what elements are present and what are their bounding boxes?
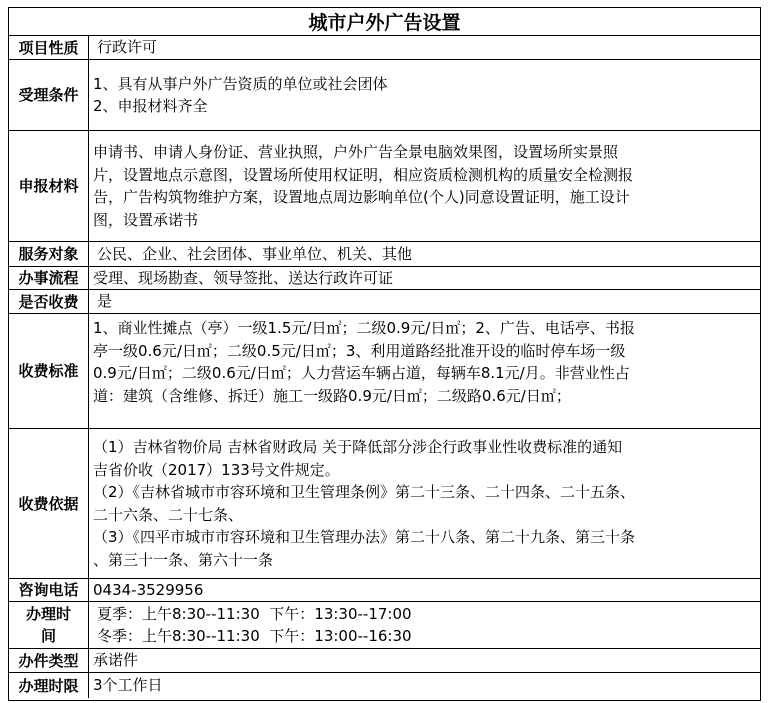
row-label: 办理时限 [9, 673, 89, 698]
row-value: 行政许可 [97, 38, 158, 57]
row-value: 1、具有从事户外广告资质的单位或社会团体 2、申报材料齐全 [93, 74, 388, 115]
row-value: 夏季：上午8:30--11:30 下午：13:30--17:00 冬季：上午8:30--11:30 下午：13:00--16:30 [97, 604, 412, 645]
table-title: 城市户外广告设置 [9, 8, 760, 36]
row-label: 项目性质 [9, 36, 89, 59]
row-acceptance-conditions [9, 60, 760, 131]
row-value: 是 [97, 292, 113, 311]
row-value: （1）吉林省物价局 吉林省财政局 关于降低部分涉企行政事业性收费标准的通知 吉省价收（2017）133号文件规定。 （2）《吉林省城市市容环境和卫生管理条例》第二十三条、二十四条、二十五条、 二十六条、二十七条、 （3）《四平市城市市容环境和卫生管理办法》第二十八条、第二十九条、第三十条 、第三十一条、第六十一条 [93, 438, 636, 569]
row-label: 服务对象 [9, 242, 89, 266]
row-label: 办理时 间 [9, 602, 89, 648]
row-case-type [9, 649, 760, 673]
row-value: 1、商业性摊点（亭）一级1.5元/日㎡；二级0.9元/日㎡；2、广告、电话亭、书报 亭一级0.6元/日㎡；二级0.5元/日㎡；3、利用道路经批准开设的临时停车场一级 0.9元/日㎡；二级0.6元/日㎡；人力营运车辆占道，每辆车8.1元/月。非营业性占 道：建筑（含维修、拆迁）施工一级路0.9元/日㎡；二级路0.6元/日㎡； [93, 319, 635, 405]
row-value: 3个工作日 [93, 676, 163, 695]
row-service-target [9, 242, 760, 267]
row-label: 是否收费 [9, 290, 89, 313]
service-info-table [8, 7, 761, 701]
row-label: 收费依据 [9, 429, 89, 578]
row-label: 办件类型 [9, 649, 89, 672]
row-fee-standard [9, 314, 760, 429]
row-label: 受理条件 [9, 60, 89, 130]
row-value: 0434-3529956 [93, 580, 204, 599]
row-label: 收费标准 [9, 314, 89, 428]
row-process [9, 267, 760, 290]
row-label: 办事流程 [9, 267, 89, 289]
row-label: 申报材料 [9, 131, 89, 241]
row-phone [9, 579, 760, 602]
row-value: 受理、现场勘查、领导签批、送达行政许可证 [93, 268, 394, 287]
row-charge [9, 290, 760, 314]
row-value: 承诺件 [93, 651, 139, 670]
row-value: 公民、企业、社会团体、事业单位、机关、其他 [97, 244, 413, 263]
row-time-limit [9, 673, 760, 698]
row-project-nature [9, 36, 760, 60]
row-value: 申请书、申请人身份证、营业执照，户外广告全景电脑效果图，设置场所实景照 片，设置地点示意图，设置场所使用权证明，相应资质检测机构的质量安全检测报 告，广告构筑物维护方案，设置地点周边影响单位(个人)同意设置证明，施工设计 图，设置承诺书 [93, 143, 634, 229]
row-office-hours [9, 602, 760, 649]
row-label: 咨询电话 [9, 579, 89, 601]
row-fee-basis [9, 429, 760, 579]
row-application-materials [9, 131, 760, 242]
